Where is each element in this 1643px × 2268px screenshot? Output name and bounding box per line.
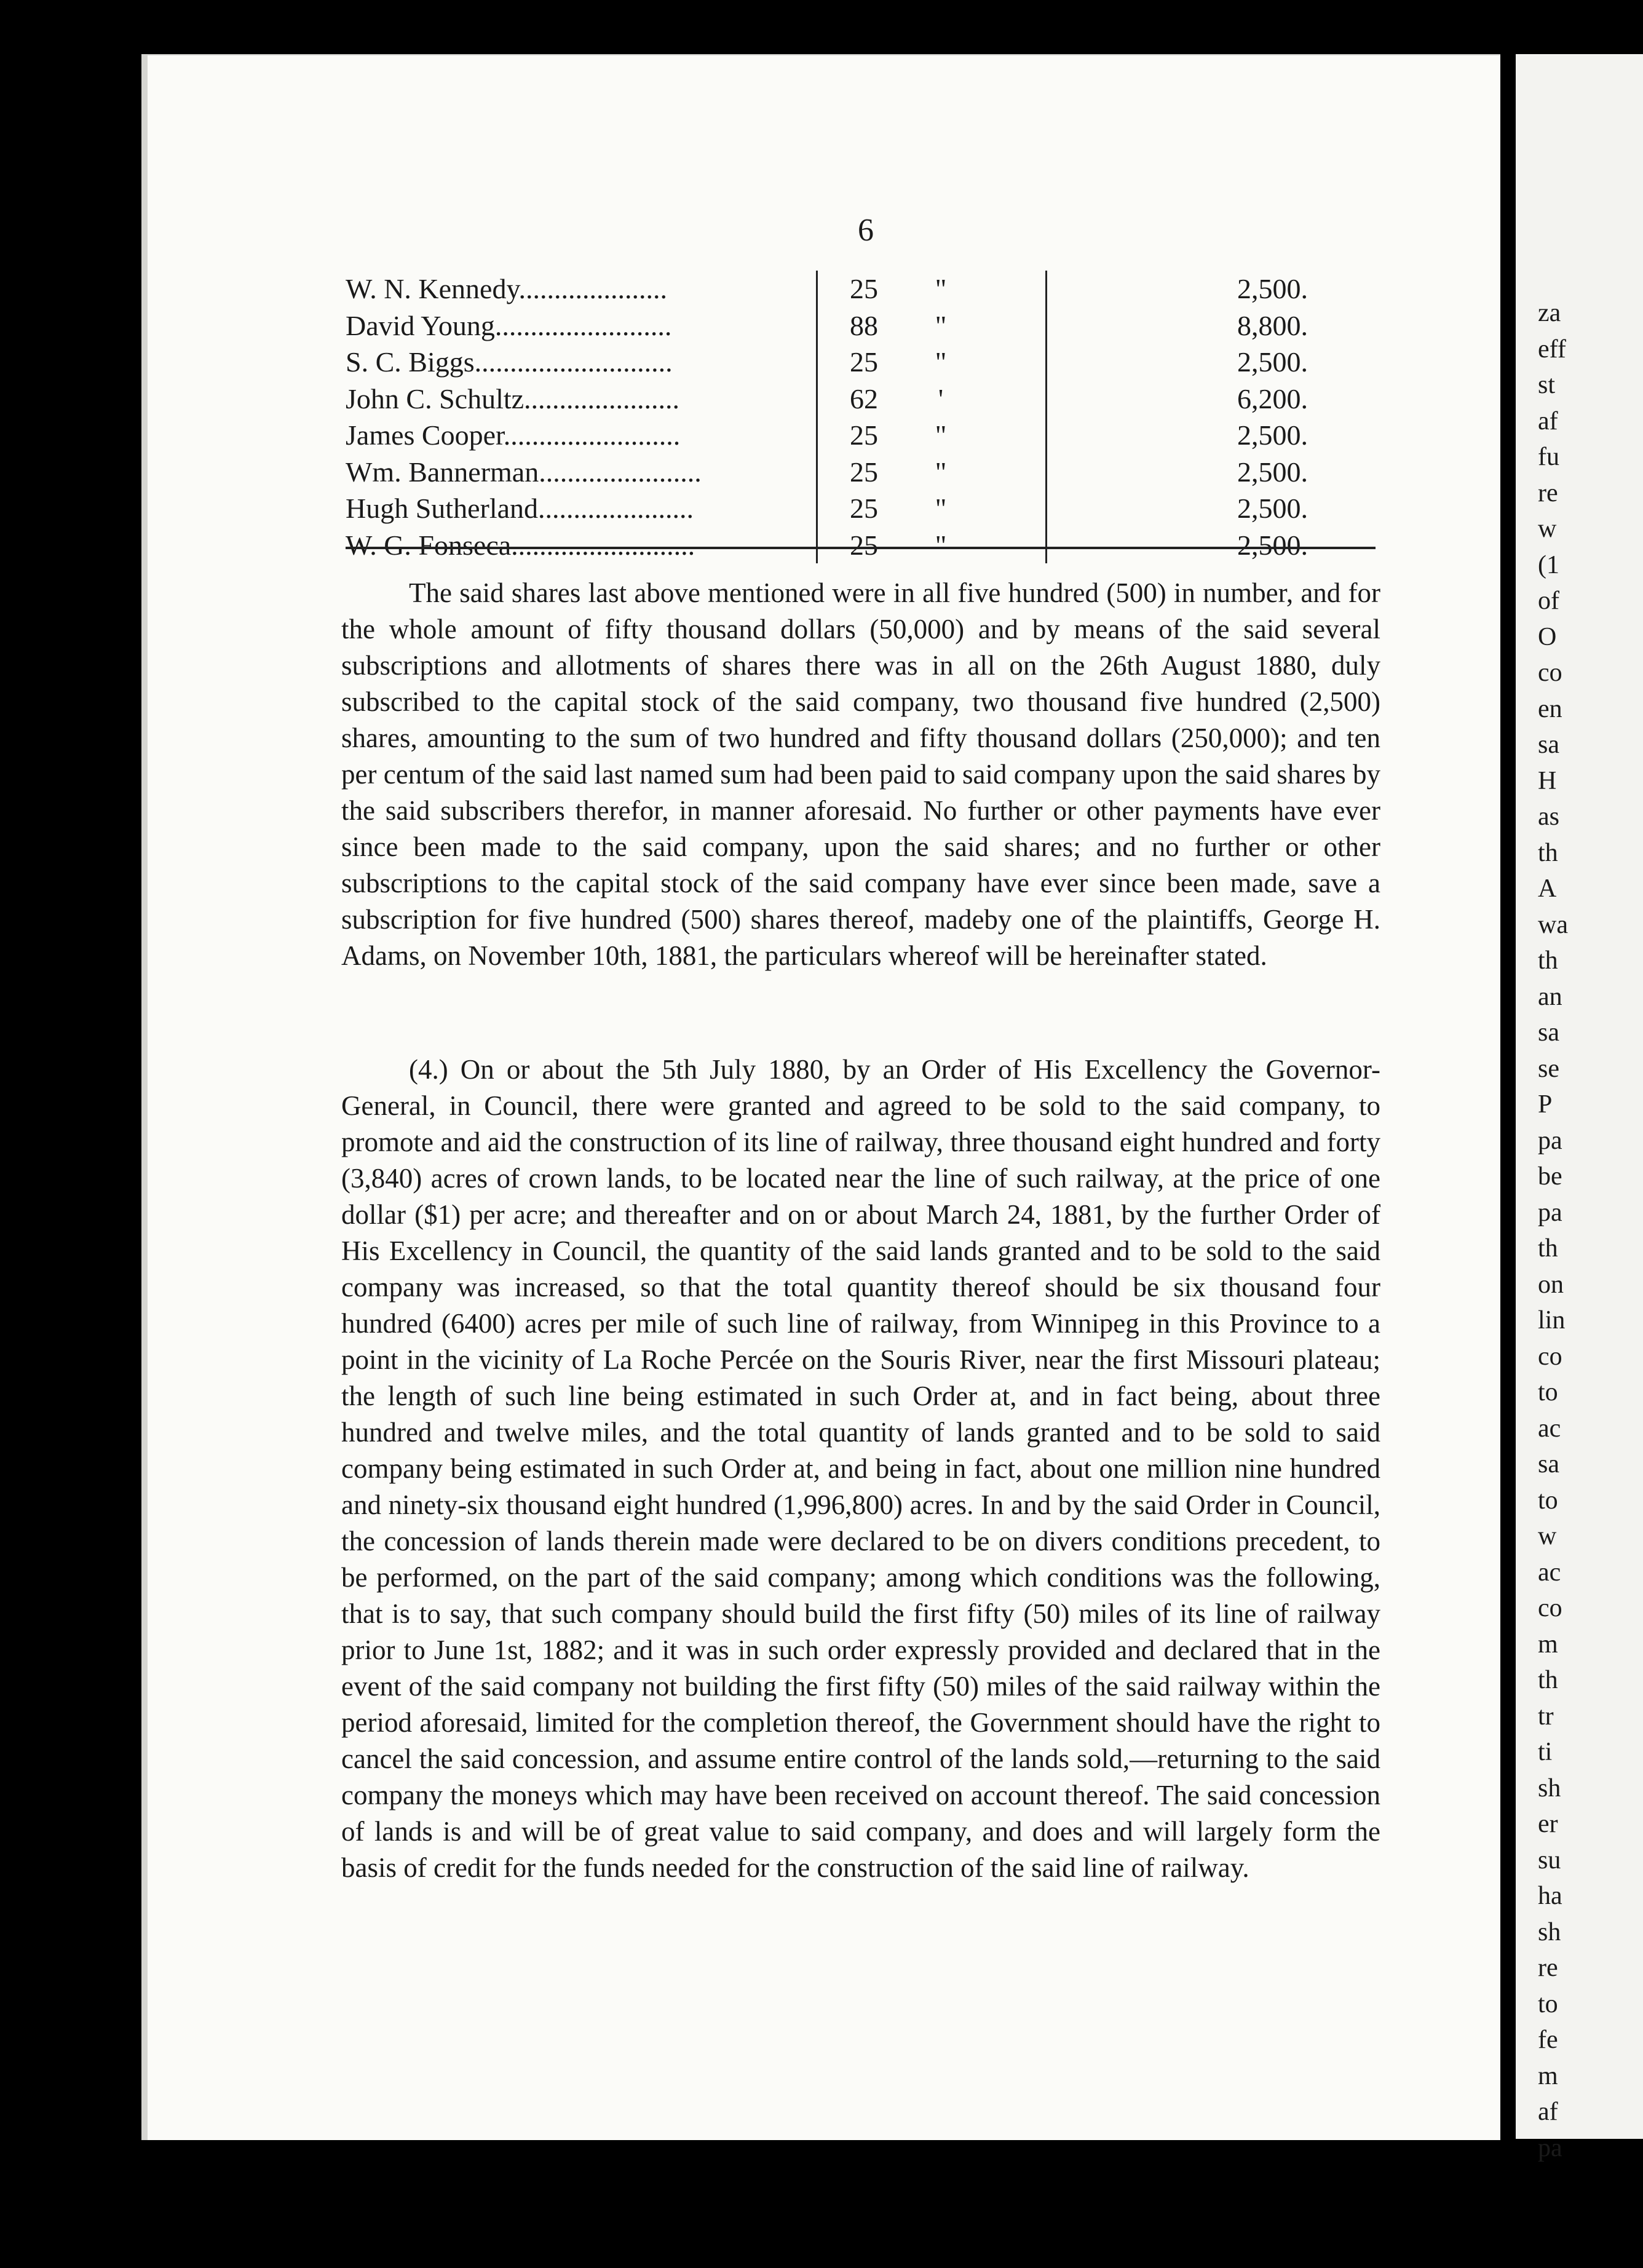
next-page-fragment: w [1538, 515, 1557, 543]
table-row [346, 454, 1376, 491]
next-page-fragment: m [1538, 1630, 1558, 1659]
next-page-fragment: ti [1538, 1738, 1553, 1766]
ditto-mark: " [935, 419, 947, 451]
next-page-fragment: st [1538, 371, 1556, 399]
next-page-edge [1516, 54, 1643, 2162]
next-page-fragment: be [1538, 1162, 1562, 1191]
next-page-fragment: af [1538, 406, 1558, 435]
shareholder-name: W. G. Fonseca.......................... [346, 527, 817, 564]
paragraph-shares-summary [341, 575, 1380, 974]
next-page-fragment: sa [1538, 731, 1559, 759]
table-row [346, 417, 1376, 454]
share-amount: 2,500. [1237, 273, 1308, 304]
next-page-fragment: to [1538, 1486, 1558, 1515]
next-page-fragment: sh [1538, 1774, 1561, 1802]
share-count: 25 [850, 273, 878, 304]
next-page-fragment: co [1538, 1594, 1562, 1622]
table-bottom-rule [346, 547, 1376, 549]
share-amount: 2,500. [1237, 529, 1308, 561]
ditto-mark: " [935, 346, 947, 378]
next-page-fragment: se [1538, 1054, 1559, 1083]
next-page-fragment: pa [1538, 2133, 1562, 2162]
share-amount: 6,200. [1237, 383, 1308, 414]
next-page-fragment: co [1538, 1342, 1562, 1371]
next-page-fragment: pa [1538, 1198, 1562, 1227]
next-page-fragment: th [1538, 1234, 1558, 1263]
share-amount: 8,800. [1237, 309, 1308, 341]
next-page-fragment: za [1538, 299, 1561, 327]
shareholder-name: W. N. Kennedy..................... [346, 271, 817, 307]
ditto-mark: " [935, 529, 947, 561]
next-page-fragment: eff [1538, 335, 1566, 363]
table-row [346, 527, 1376, 564]
next-page-fragment: sa [1538, 1018, 1559, 1047]
next-page-fragment: fu [1538, 443, 1559, 471]
share-count: 62 [850, 383, 878, 414]
next-page-fragment: to [1538, 1378, 1558, 1406]
next-page-fragment: th [1538, 946, 1558, 975]
table-row [346, 381, 1376, 418]
shareholder-name: John C. Schultz...................... [346, 381, 817, 418]
share-count: 25 [850, 493, 878, 524]
next-page-fragment: en [1538, 694, 1562, 723]
next-page-fragment: er [1538, 1810, 1558, 1838]
next-page-fragment: of [1538, 587, 1559, 615]
next-page-fragment: w [1538, 1522, 1557, 1550]
next-page-fragment: m [1538, 2061, 1558, 2090]
shareholder-name: David Young......................... [346, 307, 817, 344]
table-row [346, 344, 1376, 381]
paragraph-text: The said shares last above mentioned were in all five hundred (500) in number, and for the whole amount of fifty thousand dollars (50,000) and by means of the said several subscriptions and allotments of shares there was in all on the 26th August 1880, duly subscribed to the capital stock of the said company, two thousand five hundred (2,500) shares, amounting to the sum of two hundred and fifty thousand dollars (250,000); and ten per centum of the said last named sum had been paid to said company upon the said shares by the said subscribers therefor, in manner aforesaid. No further or other payments have ever since been made to the said company, upon the said shares; and no further or other subscriptions to the capital stock of the said company have ever since been made, save a subscription for five hundred (500) shares thereof, madeby one of the plaintiffs, George H. Adams, on November 10th, 1881, the particulars whereof will be hereinafter stated. [341, 577, 1380, 971]
share-amount: 2,500. [1237, 419, 1308, 451]
share-amount: 2,500. [1237, 493, 1308, 524]
next-page-fragment: A [1538, 874, 1557, 903]
paragraph-text: (4.) On or about the 5th July 1880, by an Order of His Excellency the Governor-General, in Council, there were granted and agreed to be sold to the said company, to promote and aid the construction of its line of railway, three thousand eight hundred and forty (3,840) acres of crown lands, to be located near the line of such railway, at the price of one dollar ($1) per acre; and thereafter and on or about March 24, 1881, by the further Order of His Excellency in Council, the quantity of the said lands granted and to be sold to the said company was increased, so that the total quantity thereof should be six thousand four hundred (6400) acres per mile of such line of railway, from Winnipeg in this Province to a point in the vicinity of La Roche Percée on the Souris River, near the first Missouri plateau; the length of such line being estimated in such Order at, and in fact being, about three hundred and twelve miles, and the total quantity of lands granted and to be sold to said company being estimated in such Order at, and being in fact, about one million nine hundred and ninety-six thousand eight hundred (1,996,800) acres. In and by the said Order in Council, the concession of lands therein made were declared to be on divers conditions precedent, to be performed, on the part of the said company; among which conditions was the following, that is to say, that such company should build the first fifty (50) miles of its line of railway prior to June 1st, 1882; and it was in such order expressly provided and declared that in the event of the said company not building the first fifty (50) miles of the said railway within the period aforesaid, limited for the completion thereof, the Government should have the right to cancel the said concession, and assume entire control of the lands sold,—returning to the said company the moneys which may have been received on account thereof. The said concession of lands is and will be of great value to said company, and does and will largely form the basis of credit for the funds needed for the construction of the said line of railway. [341, 1054, 1380, 1883]
table-row [346, 271, 1376, 307]
share-count: 25 [850, 346, 878, 378]
ditto-mark: " [935, 493, 947, 524]
next-page-fragment: co [1538, 659, 1562, 687]
ditto-mark: " [935, 273, 947, 304]
next-page-fragment: to [1538, 1989, 1558, 2018]
share-amount: 2,500. [1237, 456, 1308, 488]
table-row [346, 307, 1376, 344]
next-page-fragment: af [1538, 2098, 1558, 2126]
next-page-fragment: tr [1538, 1702, 1554, 1731]
next-page-fragment: th [1538, 1666, 1558, 1694]
next-page-fragment: (1 [1538, 550, 1559, 579]
next-page-fragment: P [1538, 1090, 1553, 1119]
ditto-mark: " [935, 456, 947, 488]
shareholder-name: Hugh Sutherland...................... [346, 490, 817, 527]
next-page-fragment: fe [1538, 2026, 1558, 2054]
paragraph-land-grant [341, 1052, 1380, 1886]
share-count: 25 [850, 419, 878, 451]
next-page-fragment: sa [1538, 1450, 1559, 1478]
next-page-fragment: on [1538, 1270, 1564, 1299]
ditto-mark: ' [938, 383, 944, 414]
next-page-fragment: as [1538, 803, 1559, 831]
next-page-fragment: sh [1538, 1917, 1561, 1946]
next-page-fragment: wa [1538, 910, 1568, 939]
shareholder-name: Wm. Bannerman....................... [346, 454, 817, 491]
next-page-fragment: lin [1538, 1306, 1566, 1334]
shareholder-name: S. C. Biggs............................ [346, 344, 817, 381]
share-count: 25 [850, 456, 878, 488]
next-page-fragment: re [1538, 1954, 1558, 1982]
next-page-fragment: ha [1538, 1882, 1562, 1910]
share-amount: 2,500. [1237, 346, 1308, 378]
next-page-fragment: pa [1538, 1126, 1562, 1155]
next-page-fragment: H [1538, 766, 1557, 795]
next-page-fragment: O [1538, 622, 1557, 651]
next-page-fragment: th [1538, 838, 1558, 867]
page-number: 6 [858, 213, 874, 248]
shareholder-name: James Cooper......................... [346, 417, 817, 454]
next-page-fragment: an [1538, 982, 1562, 1011]
next-page-fragment: ac [1538, 1558, 1561, 1587]
ditto-mark: " [935, 309, 947, 341]
shareholder-table [346, 271, 1376, 563]
next-page-fragment: su [1538, 1846, 1561, 1874]
share-count: 25 [850, 529, 878, 561]
share-count: 88 [850, 309, 878, 341]
next-page-fragment: re [1538, 478, 1558, 507]
table-row [346, 490, 1376, 527]
next-page-fragment: ac [1538, 1414, 1561, 1443]
